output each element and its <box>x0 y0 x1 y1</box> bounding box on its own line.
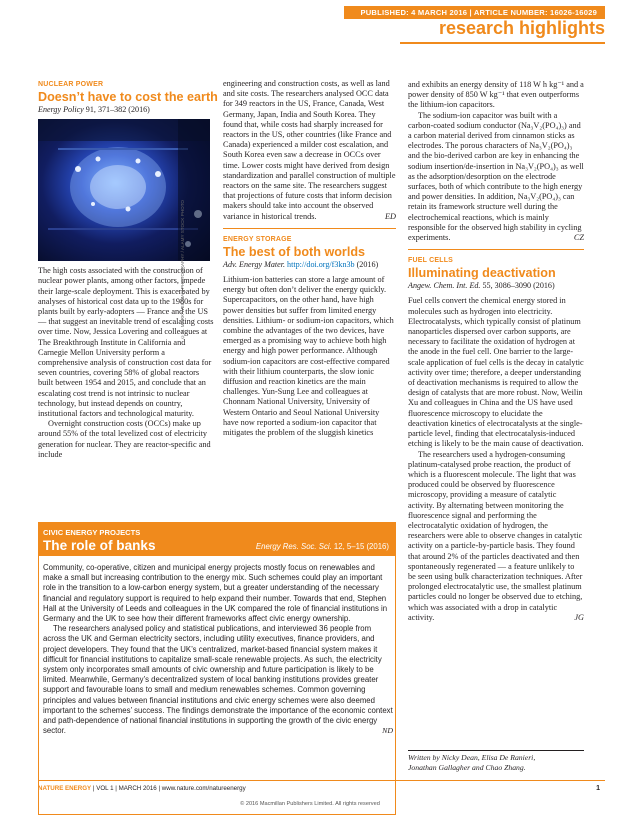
article2-paragraph-2: and exhibits an energy density of 118 W h kg⁻¹ and a power density of 850 W kg⁻¹ that even outperforms the lithium-ion capacitors. <box>408 80 584 110</box>
article1-paragraph-2: Overnight construction costs (OCCs) make up around 55% of the total levelized cost of electricity generation for nuclear. They are reactor-specific and include <box>38 419 211 459</box>
publication-line: PUBLISHED: 4 MARCH 2016 | ARTICLE NUMBER: 16026-16029 <box>344 6 605 19</box>
article3-citation: Angew. Chem. Int. Ed. 55, 3086–3090 (2016) <box>408 281 555 291</box>
article3-section: FUEL CELLS <box>408 257 454 265</box>
copyright: © 2016 Macmillan Publishers Limited. All rights reserved <box>240 801 380 807</box>
article2-section: ENERGY STORAGE <box>223 235 292 243</box>
article3-paragraph-2: The researchers used a hydrogen-consuming platinum-catalysed probe reaction, the product of which is a fluorescent molecule. The light that was produced could be observed by fluorescence microscopy, providing a measure of catalytic activity. By alternating between monitoring the fluorescence signal and performing the electrocatalytic oxidation of hydrogen, the researchers were able to observe changes in catalytic activity on a particle-by-particle basis. They found that around 2% of the particles deactivated and then spontaneously regenerated — a feature unlikely to be seen using bulk characterization techniques. After prolonged electrocatalytic use, the smallest platinum particles could no longer be observed due to etching, which was associated with a drop in catalytic activity. JG <box>408 449 584 622</box>
article1-paragraph-3: engineering and construction costs, as well as land and site costs. The researchers analysed OCC data for 349 reactors in the US, France, Canada, West Germany, Japan, India and South Korea. They found that, while costs had sharply increased for reactors in the US, other countries (like France and Canada) experienced a milder cost escalation, and South Korea even saw a decrease in OCCs over time. Lower costs might have derived from design standardization and parallel construction of multiple reactors on the same site. The researchers suggest that projections of future costs that inform decision makers should take into account the observed variance in historical trends. ED <box>223 79 396 221</box>
box-paragraph-1: Community, co-operative, citizen and municipal energy projects mostly focus on renewables and make a small but increasing contribution to the energy mix. Such schemes could play an important role in the transition to a low-carbon energy system, but a greater understanding of the necessary financial and regulatory support is required to help expand their number. Towards that end, Stephen Hall at the University of Leeds and colleagues in the UK compared the role of financial institutions in Germany and the UK to see how their different frameworks affect civic energy ownership. <box>43 563 388 624</box>
box-section: CIVIC ENERGY PROJECTS <box>43 528 141 537</box>
article3-paragraph-1: Fuel cells convert the chemical energy stored in molecules such as hydrogen into electricity. Electrocatalysts, which typically consist of platinum nanoparticles dispersed over carbon supports, are necessary to facilitate the oxidation of hydrogen at the anode in the fuel cell. One barrier to the large-scale application of fuel cells is the decay in catalytic activity over time; therefore, a deeper understanding of deactivation mechanisms is required to allow the design of catalysts that are more robust. Now, Weilin Xu and colleagues in China and the US have used fluorescence microscopy to elucidate the deactivation kinetics of electrocatalysts at the single-particle level, finding that electrocatalysis-induced etching is likely to be the main cause of deactivation. <box>408 296 584 449</box>
article3-title: Illuminating deactivation <box>408 266 556 281</box>
column-2 <box>223 79 396 438</box>
header-bar <box>0 0 620 40</box>
article3-signature: JG <box>574 612 584 622</box>
article2-paragraph-1: Lithium-ion batteries can store a large amount of energy but often don’t deliver the energy quickly. Supercapacitors, on the other hand, have high power densities but suffer from limited energy densities. Lithium- or sodium-ion capacitors, which combine the advantages of the two devices, have emerged as a promising way to achieve both high energy and high power performance. Although sodium-ion capacitors are cost-effective compared with their lithium counterparts, the slow ionic diffusion and reaction kinetics are the main challenges. Yun-Sung Lee and colleagues at Chonnam National University, University of Western Ontario and Seoul National University have now reported a sodium-ion capacitor that mitigates the problem of the sluggish kinetics <box>223 275 394 438</box>
header-rule <box>400 42 605 44</box>
column-3 <box>408 80 584 623</box>
credits-rule <box>408 750 584 751</box>
article3-rule <box>408 249 584 250</box>
article2-title: The best of both worlds <box>223 245 366 260</box>
photo-credit: © H. MARK WEIDMAN PHOTOGRAPHY / ALAMY STOCK PHOTO <box>180 200 185 340</box>
box-body <box>43 563 393 736</box>
article2-citation: Adv. Energy Mater. http://doi.org/f3kn3b (2016) <box>223 260 379 270</box>
article1-title: Doesn’t have to cost the earth <box>38 90 218 105</box>
box-paragraph-2: The researchers analysed policy and statistical publications, and interviewed 36 people from across the UK and German electricity sectors, including utility executives, finance providers, and project developers. They found that the UK’s centralized, market-based financial system makes it difficult for financial institutions to capitalize small-scale renewable projects. As such, the electricity system only incorporates small amounts of civic ownership and future participation is likely to be limited. Meanwhile, Germany’s decentralized system of local banking institutions provides greater support and favourable loans to small and medium renewables schemes. Common governing principles and values between financial institutions and civic energy schemes were also deemed important to the schemes’ success. The findings demonstrate the importance of the economic context and path-dependence of national financial institutions in supporting the growth of the civic energy sector. ND <box>43 624 393 736</box>
article1-signature: ED <box>385 211 396 221</box>
article2-signature: CZ <box>573 233 584 243</box>
article1-section: NUCLEAR POWER <box>38 81 104 88</box>
article2-doi-link[interactable]: http://doi.org/f3kn3b <box>285 260 355 270</box>
footer-info <box>38 785 246 792</box>
box-signature: ND <box>382 726 393 736</box>
article1-paragraph-1: The high costs associated with the construction of nuclear power plants, among other factors, impede their large-scale deployment. This is exacerbated by analyses of historical cost data up to the 1980s for plants built by early-adopters — France and the US — that suggest an inevitable trend of escalating costs over time. Now, Jessica Lovering and colleagues at The Breakthrough Institute in California and Carnegie Mellon University perform a comprehensive analysis of construction cost data for seven countries, covering 58% of global reactors built between 1954 and 2015, and conclude that an escalating cost trend is not intrinsic to nuclear technology, but instead depends on country, institutional factors and technological maturity. <box>38 266 214 419</box>
box-title: The role of banks <box>43 538 156 553</box>
footer-rule <box>38 780 605 781</box>
credits-line-1: Written by Nicky Dean, Elisa De Ranieri, <box>408 753 536 762</box>
column-1 <box>38 80 216 460</box>
section-title: research highlights <box>438 18 605 38</box>
footer-journal: NATURE ENERGY <box>38 785 92 792</box>
article1-citation: Energy Policy 91, 371–382 (2016) <box>38 105 150 115</box>
footer-details: | VOL 1 | MARCH 2016 | www.nature.com/natureenergy <box>91 785 246 792</box>
credits-line-2: Jonathan Gallagher and Chao Zhang. <box>408 763 526 772</box>
civic-energy-box <box>38 522 396 815</box>
article2-rule <box>223 228 396 229</box>
article2-paragraph-3: The sodium-ion capacitor was built with a carbon-coated sodium conductor (Na₃V₂(PO₄)₃) and a carbon material derived from cinnamon sticks as electrodes. The porous characters of Na₃V₂(PO₄)₃ and the bio-derived carbon are key in enhancing the sodium insertion/de-insertion in Na₃V₂(PO₄)₃ as well as the adsorption/desorption on the electrode surfaces, both of which contribute to the high energy and power densities. In addition, Na₃V₂(PO₄)₃ can retain its framework structure well during the electrochemical reactions, which is mainly responsible for the observed high stability in cycling experiments. CZ <box>408 110 584 243</box>
box-citation: Energy Res. Soc. Sci. 12, 5–15 (2016) <box>255 542 389 551</box>
box-header <box>39 523 395 556</box>
page-number: 1 <box>596 785 600 792</box>
author-credits <box>408 753 584 773</box>
